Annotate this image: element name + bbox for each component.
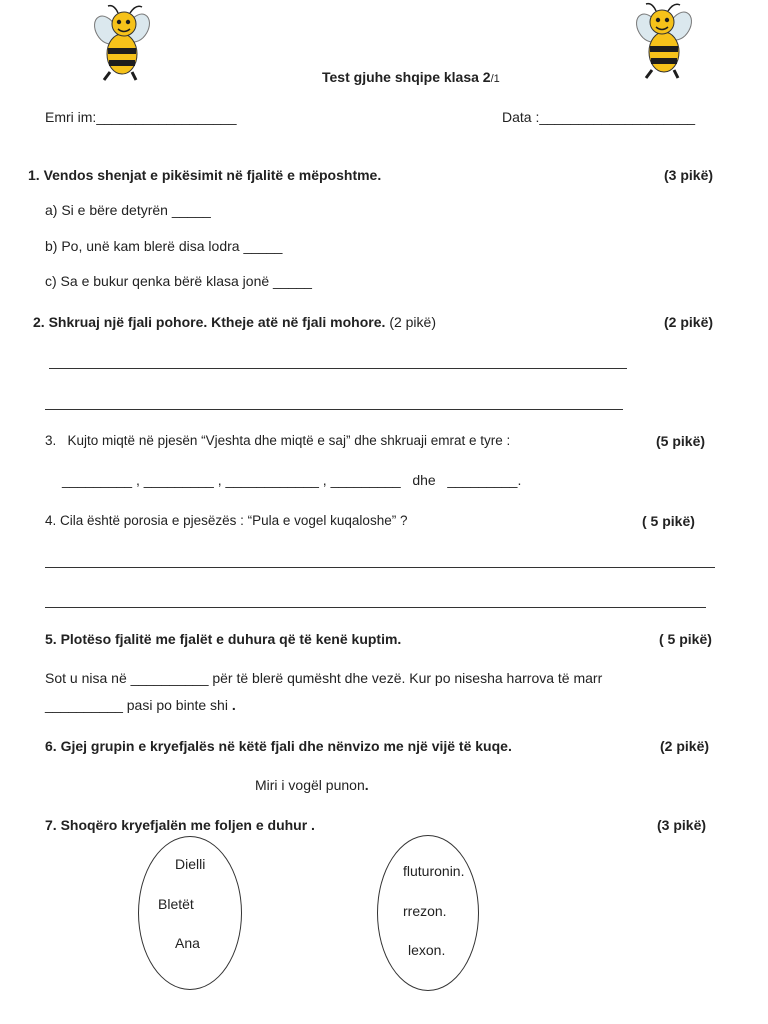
verb-item: fluturonin. [403,863,465,879]
question-5-line-1: Sot u nisa në __________ për të blerë qumësht dhe vezë. Kur po nisesha harrova të marr [45,670,603,686]
bee-icon [86,2,158,82]
name-field-label: Emri im:__________________ [45,109,237,125]
title-text: Test gjuhe shqipe klasa 2 [322,69,491,85]
question-6-title: 6. Gjej grupin e kryefjalës në këtë fjali dhe nënvizo me një vijë të kuqe. [45,738,512,754]
question-1-item-a: a) Si e bëre detyrën _____ [45,202,211,218]
subject-item: Dielli [175,856,206,872]
question-1-item-c: c) Sa e bukur qenka bërë klasa jonë _____ [45,273,312,289]
question-1-points: (3 pikë) [664,167,714,183]
question-6-sentence [255,777,369,793]
question-2-title-row [33,314,436,330]
page-title [322,69,500,85]
title-suffix: /1 [490,73,500,85]
question-7-title: 7. Shoqëro kryefjalën me foljen e duhur . [45,817,315,833]
question-3-title-row [45,433,510,448]
question-2-title: 2. Shkruaj një fjali pohore. Ktheje atë në fjali mohore. [33,314,386,330]
question-5-line-2-end: . [231,697,236,713]
question-3-points: (5 pikë) [656,433,706,449]
question-6-points: (2 pikë) [660,738,710,754]
question-6-sentence-text: Miri i vogël punon [255,777,365,793]
question-3-dhe: dhe [412,472,436,488]
question-2-points: (2 pikë) [664,314,714,330]
answer-line [49,368,627,369]
question-1-item-b: b) Po, unë kam blerë disa lodra _____ [45,238,283,254]
verb-item: lexon. [408,942,446,958]
question-5-line-2-text: pasi po binte shi [122,697,232,713]
question-2-inline-points: (2 pikë) [389,314,436,330]
subject-item: Ana [175,935,200,951]
question-3-blanks-row [62,472,521,488]
question-4-points: ( 5 pikë) [642,513,695,529]
question-5-title: 5. Plotëso fjalitë me fjalët e duhura që të kenë kuptim. [45,631,402,647]
question-3-title: Kujto miqtë në pjesën “Vjeshta dhe miqtë e saj” dhe shkruaji emrat e tyre : [67,433,511,448]
question-5-line-2 [45,697,236,713]
question-5-blank: __________ [45,697,123,713]
verb-item: rrezon. [403,903,447,919]
question-5-points: ( 5 pikë) [659,631,712,647]
question-6-sentence-end: . [364,777,369,793]
answer-line [45,409,623,410]
date-field-label: Data :____________________ [502,109,696,125]
bee-icon [628,0,700,80]
question-1-title: 1. Vendos shenjat e pikësimit në fjalitë e mëposhtme. [28,167,382,183]
question-3-number: 3. [45,433,57,448]
question-3-blanks: _________ , _________ , ____________ , _________ [62,472,401,488]
question-4-title: 4. Cila është porosia e pjesëzës : “Pula e vogel kuqaloshe” ? [45,513,408,528]
question-7-points: (3 pikë) [657,817,707,833]
answer-line [45,607,706,608]
question-3-last-blank: _________. [447,472,522,488]
subject-item: Bletët [158,896,194,912]
answer-line [45,567,715,568]
